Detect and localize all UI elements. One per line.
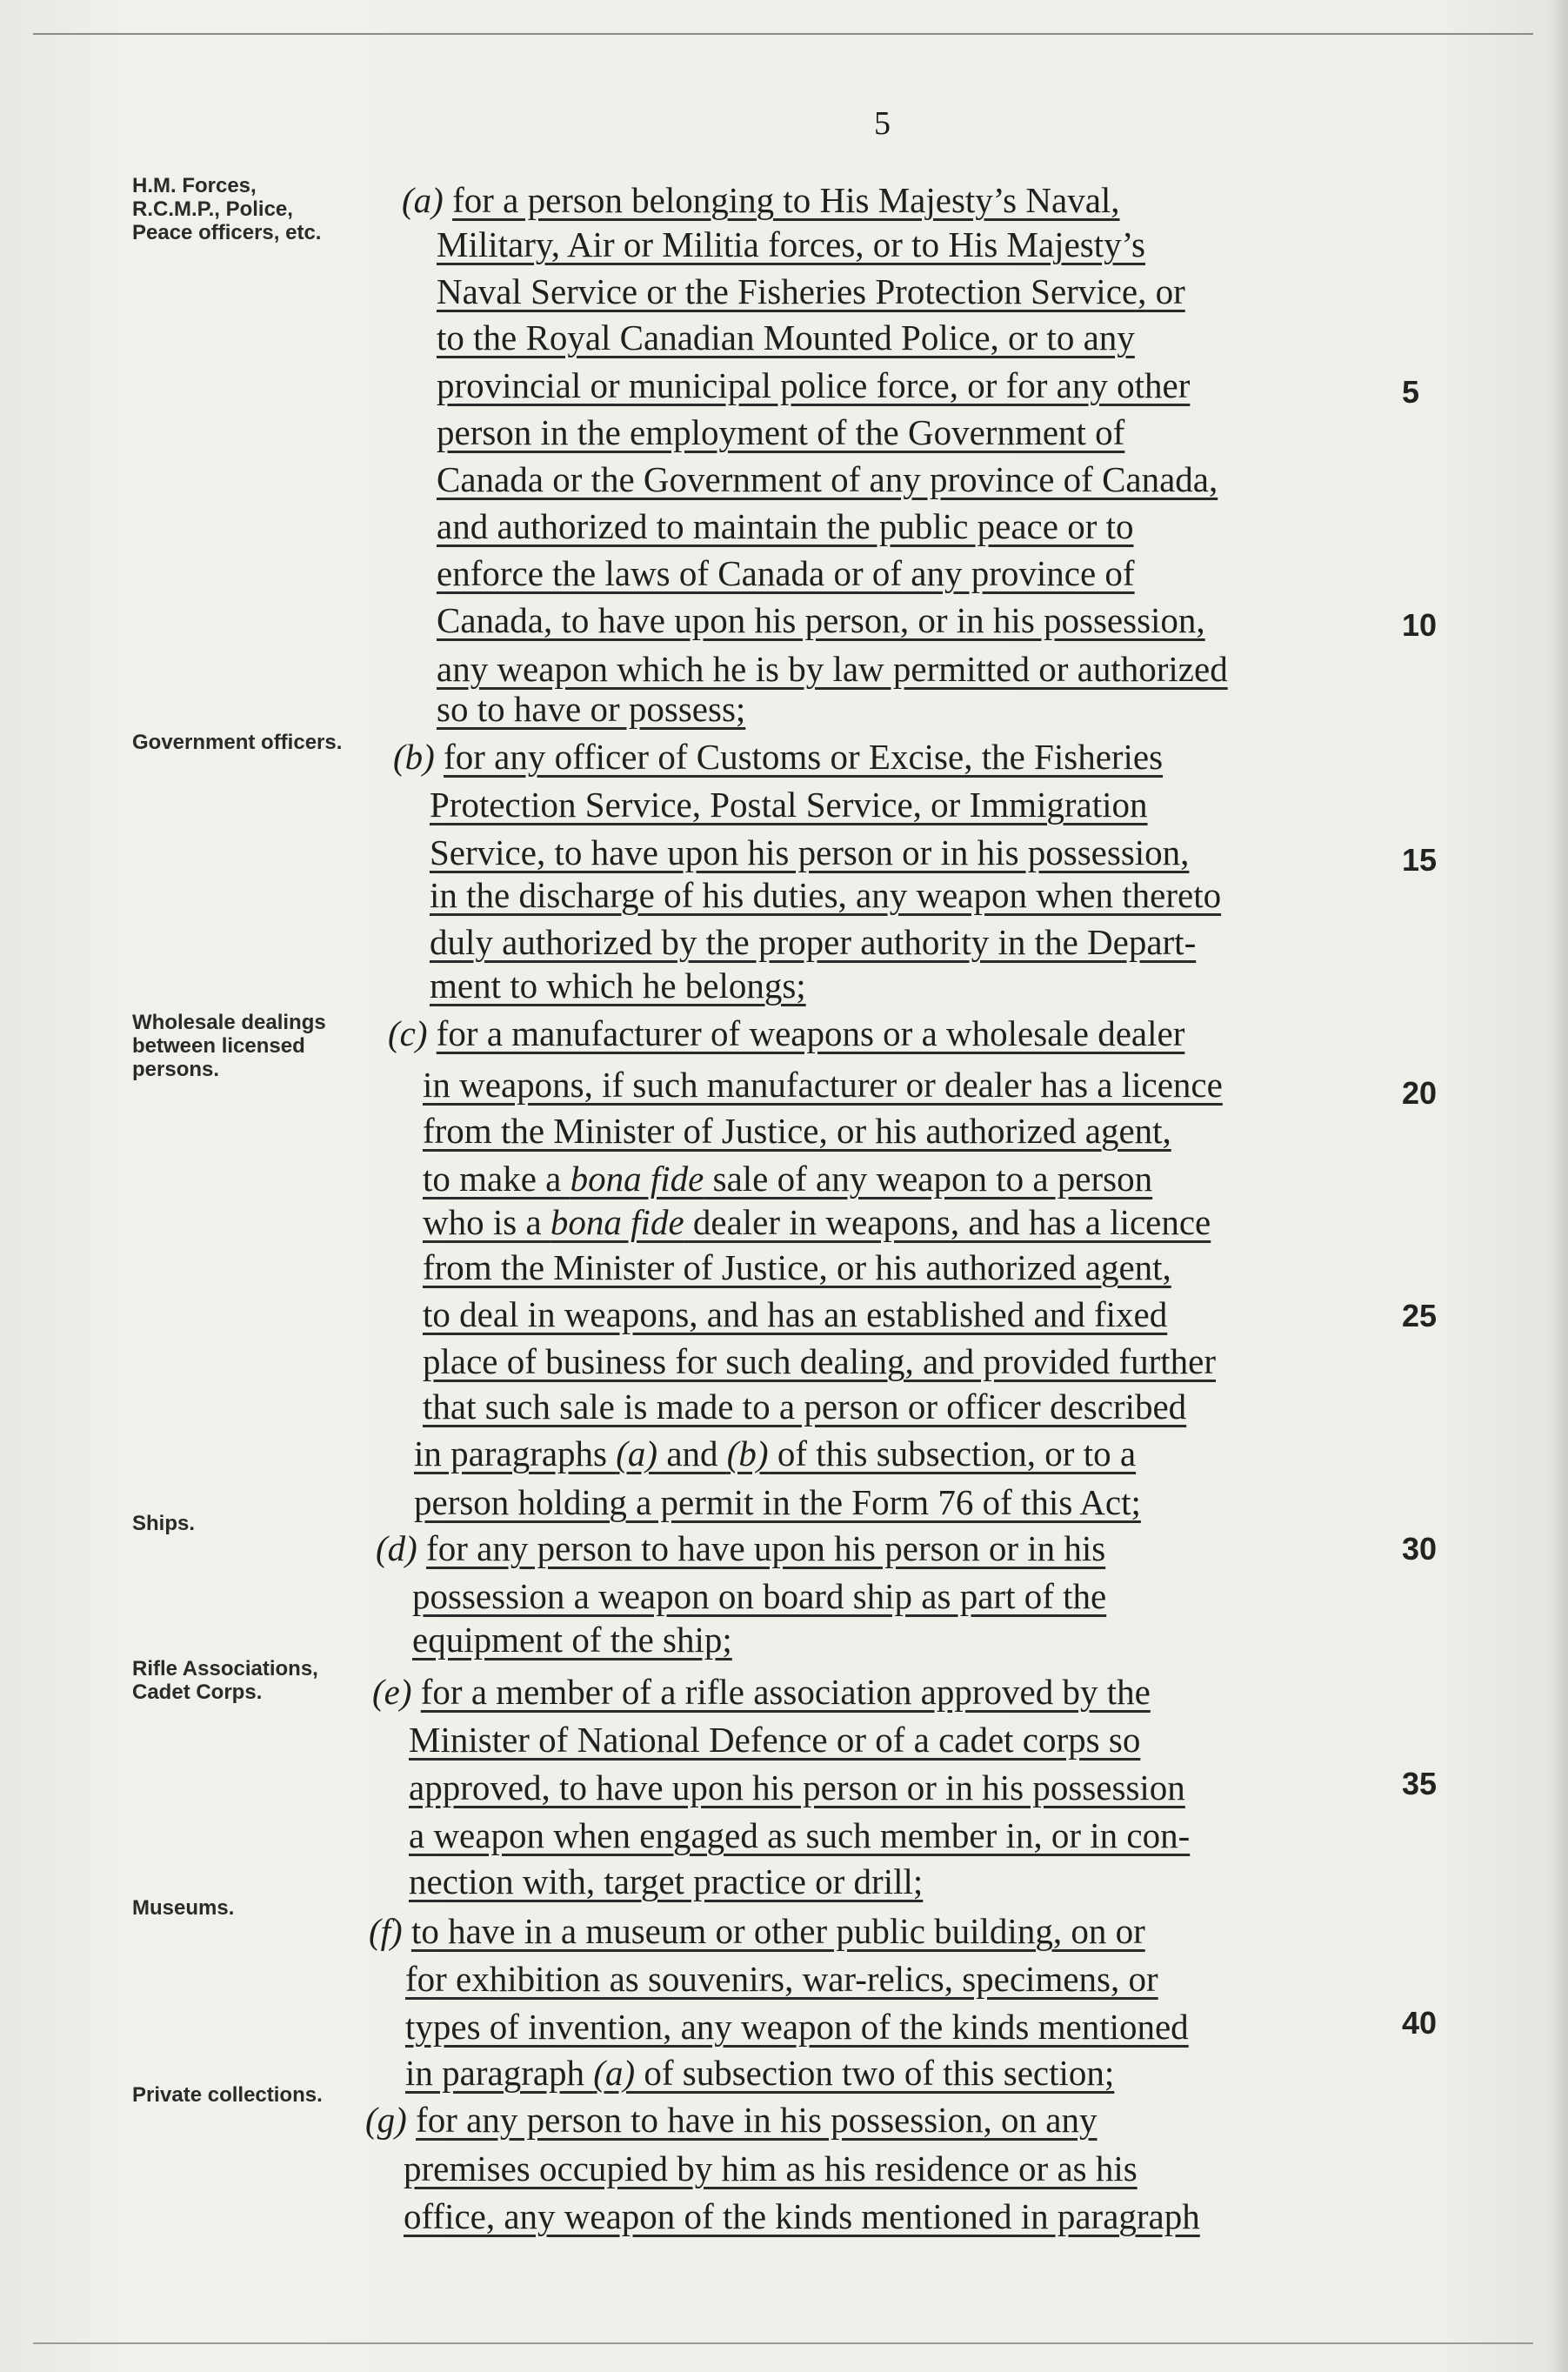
text-line <box>437 364 1190 407</box>
line-text: in weapons, if such manufacturer or dealer has a licence <box>423 1065 1223 1105</box>
line-text: Canada, to have upon his person, or in his possession, <box>437 600 1205 640</box>
line-number: 15 <box>1402 842 1438 878</box>
line-text: that such sale is made to a person or officer described <box>423 1386 1187 1427</box>
text-line <box>423 1340 1216 1383</box>
margin-note: Museums. <box>132 1896 235 1920</box>
paragraph-label: (d) <box>376 1528 417 1568</box>
line-number: 35 <box>1402 1766 1438 1801</box>
text-line <box>430 783 1148 826</box>
line-text: for a person belonging to His Majesty’s Naval, <box>452 180 1120 220</box>
binding-shadow <box>1549 0 1568 2372</box>
text-line <box>430 873 1221 917</box>
text-line <box>402 178 1120 222</box>
line-text: ment to which he belongs; <box>430 966 806 1006</box>
line-text: Service, to have upon his person or in his possession, <box>430 832 1190 872</box>
text-line <box>388 1012 1184 1055</box>
paragraph-label: (e) <box>372 1672 412 1712</box>
line-text: person holding a permit in the Form 76 of this Act; <box>414 1482 1141 1522</box>
text-line <box>405 2005 1189 2048</box>
text-line <box>414 1480 1141 1524</box>
line-text: Canada or the Government of any province of Canada, <box>437 459 1218 499</box>
text-line <box>430 964 806 1007</box>
margin-note: H.M. Forces, R.C.M.P., Police, Peace officers, etc. <box>132 174 322 244</box>
line-text: in the discharge of his duties, any weapon when thereto <box>430 875 1222 915</box>
text-line <box>437 687 745 731</box>
line-text: Minister of National Defence or of a cadet corps so <box>409 1720 1141 1760</box>
line-text: in paragraph (a) of subsection two of this section; <box>405 2053 1115 2093</box>
line-text: in paragraphs (a) and (b) of this subsection, or to a <box>414 1433 1137 1473</box>
text-line <box>412 1618 732 1661</box>
text-line <box>437 504 1133 548</box>
line-text: Protection Service, Postal Service, or Immigration <box>430 785 1148 825</box>
text-line <box>430 920 1196 964</box>
text-line <box>437 551 1135 595</box>
line-text: for any officer of Customs or Excise, the Fisheries <box>444 737 1164 777</box>
line-number: 5 <box>1402 374 1420 410</box>
line-text: equipment of the ship; <box>412 1620 732 1660</box>
line-text: place of business for such dealing, and provided further <box>423 1341 1216 1381</box>
margin-note: Wholesale dealings between licensed persons. <box>132 1011 326 1081</box>
text-line <box>437 223 1145 266</box>
text-line <box>405 1957 1158 2001</box>
line-text: from the Minister of Justice, or his authorized agent, <box>423 1111 1171 1151</box>
paragraph-label: (b) <box>393 737 435 777</box>
margin-note: Private collections. <box>132 2083 323 2107</box>
line-text: premises occupied by him as his residence or as his <box>404 2148 1138 2188</box>
line-text: Naval Service or the Fisheries Protection Service, or <box>437 271 1185 311</box>
paragraph-label: (g) <box>365 2100 407 2140</box>
text-line <box>423 1246 1171 1289</box>
line-text: for any person to have in his possession, on any <box>416 2100 1098 2140</box>
text-line <box>437 458 1218 501</box>
text-line <box>372 1670 1151 1714</box>
line-text: provincial or municipal police force, or for any other <box>437 365 1191 405</box>
line-text: office, any weapon of the kinds mentioned in paragraph <box>404 2196 1200 2236</box>
line-text: nection with, target practice or drill; <box>409 1861 924 1901</box>
page-number: 5 <box>874 105 891 142</box>
line-number: 30 <box>1402 1531 1438 1567</box>
line-number: 40 <box>1402 2005 1438 2041</box>
line-text: so to have or possess; <box>437 689 746 729</box>
text-line <box>437 411 1124 454</box>
margin-note: Government officers. <box>132 731 343 754</box>
text-line <box>404 2195 1200 2238</box>
margin-note: Rifle Associations, Cadet Corps. <box>132 1657 318 1704</box>
line-text: for any person to have upon his person or in his <box>426 1528 1106 1568</box>
paragraph-label: (f) <box>369 1911 403 1951</box>
top-rule <box>33 33 1533 35</box>
line-text: for a manufacturer of weapons or a wholesale dealer <box>436 1013 1185 1053</box>
line-text: types of invention, any weapon of the kinds mentioned <box>405 2007 1189 2047</box>
text-line <box>409 1860 923 1903</box>
text-line <box>423 1063 1223 1106</box>
text-line <box>423 1200 1211 1244</box>
line-number: 20 <box>1402 1075 1438 1111</box>
line-text: to have in a museum or other public building, on or <box>410 1911 1145 1951</box>
line-text: person in the employment of the Government of <box>437 412 1125 452</box>
text-line <box>365 2098 1098 2141</box>
line-text: and authorized to maintain the public peace or to <box>437 506 1134 546</box>
text-line <box>412 1574 1106 1618</box>
line-text: a weapon when engaged as such member in, or in con- <box>409 1815 1191 1855</box>
paragraph-label: (c) <box>388 1013 428 1053</box>
text-line <box>409 1766 1185 1809</box>
text-line <box>393 735 1163 778</box>
margin-note: Ships. <box>132 1512 196 1535</box>
line-text: to deal in weapons, and has an established and fixed <box>423 1294 1168 1334</box>
line-text: from the Minister of Justice, or his authorized agent, <box>423 1247 1171 1287</box>
text-line <box>437 316 1135 359</box>
text-line <box>423 1109 1171 1153</box>
text-line <box>423 1293 1167 1336</box>
text-line <box>409 1814 1190 1857</box>
line-text: enforce the laws of Canada or of any province of <box>437 553 1135 593</box>
line-number: 25 <box>1402 1298 1438 1333</box>
text-line <box>437 270 1185 313</box>
text-line <box>404 2147 1138 2190</box>
line-text: for exhibition as souvenirs, war-relics, specimens, or <box>405 1959 1158 1999</box>
text-line <box>409 1718 1140 1761</box>
line-text: who is a bona fide dealer in weapons, and has a licence <box>423 1202 1211 1242</box>
text-line <box>430 831 1189 874</box>
line-text: any weapon which he is by law permitted or authorized <box>437 649 1228 689</box>
text-line <box>369 1909 1145 1953</box>
line-number: 10 <box>1402 607 1438 643</box>
text-line <box>405 2051 1114 2095</box>
line-text: to the Royal Canadian Mounted Police, or to any <box>437 317 1135 357</box>
line-text: Military, Air or Militia forces, or to His Majesty’s <box>437 224 1145 264</box>
bottom-rule <box>33 2342 1533 2344</box>
line-text: approved, to have upon his person or in his possession <box>409 1767 1185 1807</box>
text-line <box>376 1527 1105 1570</box>
text-line <box>423 1385 1186 1428</box>
text-line <box>414 1432 1136 1475</box>
line-text: for a member of a rifle association approved by the <box>420 1672 1151 1712</box>
text-line <box>423 1157 1152 1200</box>
line-text: possession a weapon on board ship as part of the <box>412 1576 1107 1616</box>
paragraph-label: (a) <box>402 180 444 220</box>
text-line <box>437 598 1205 642</box>
line-text: duly authorized by the proper authority in the Depart- <box>430 922 1197 962</box>
text-line <box>437 647 1228 691</box>
line-text: to make a bona fide sale of any weapon to a person <box>423 1159 1153 1199</box>
